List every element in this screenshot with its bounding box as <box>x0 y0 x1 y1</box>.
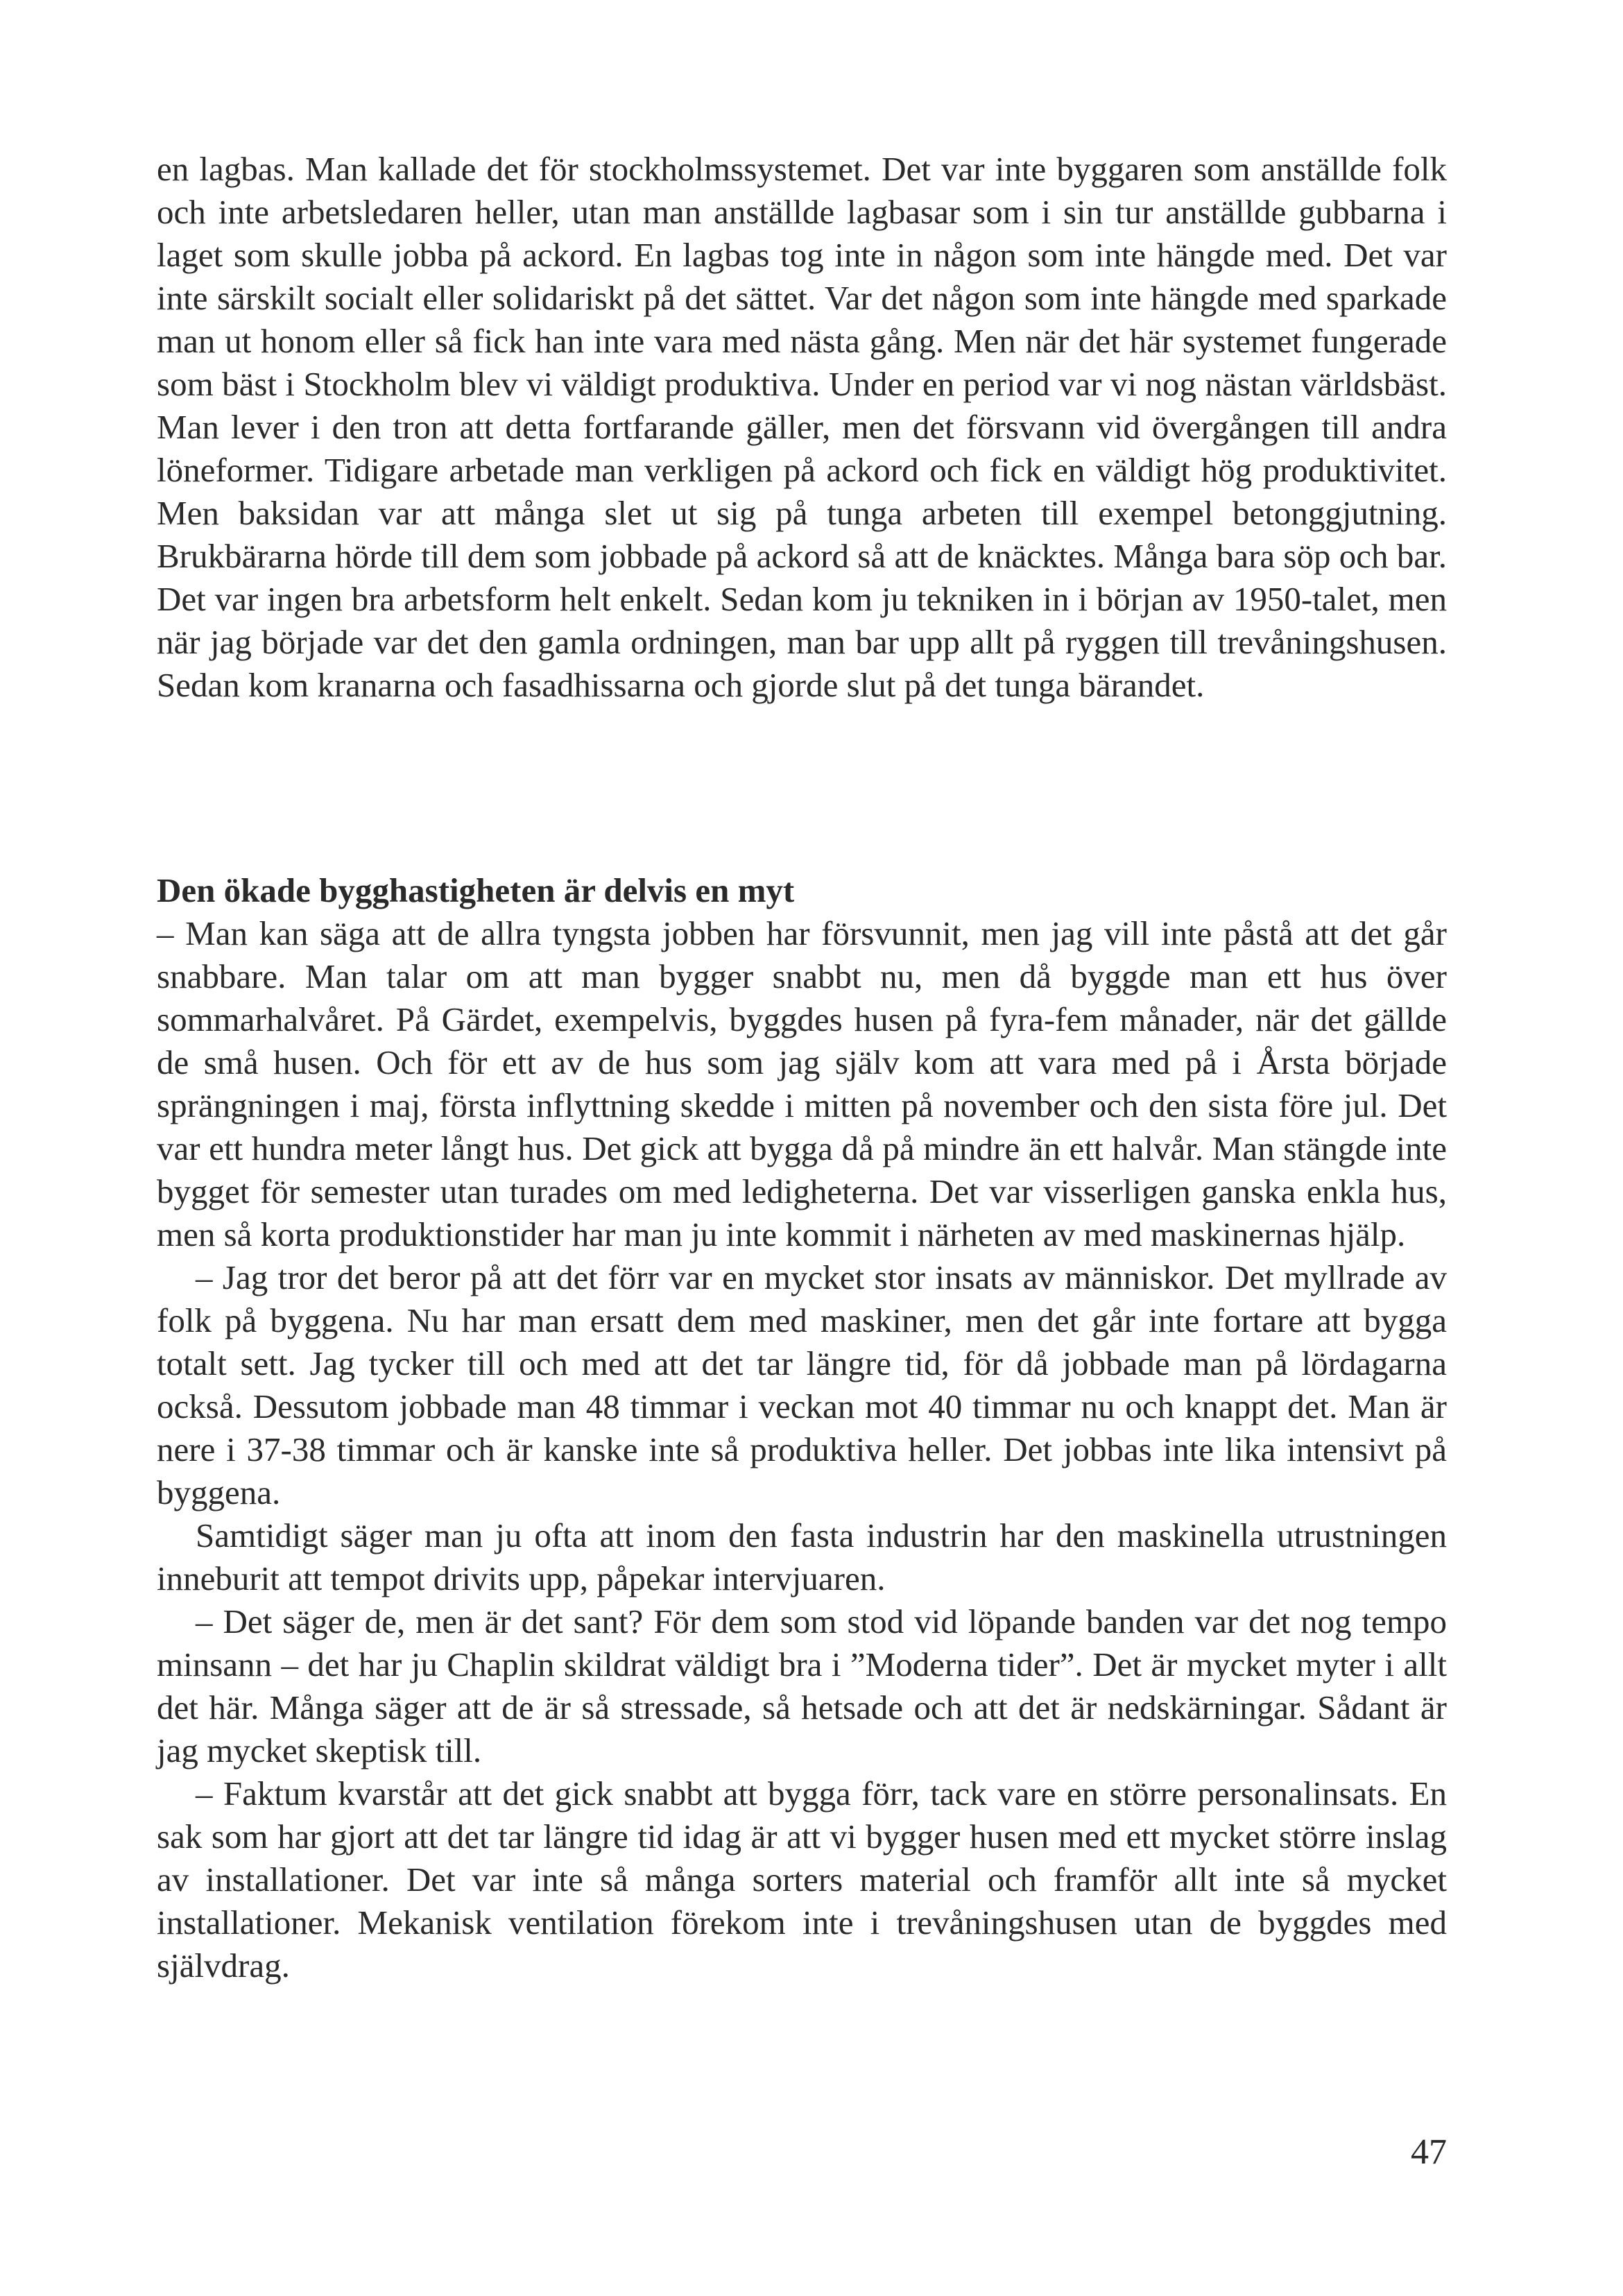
body-paragraph: – Jag tror det beror på att det förr var en mycket stor insats av människor. Det myllrade av folk på byggena. Nu har man ersatt dem med maskiner, men det går inte fortare att bygga totalt sett. Jag tycker till och med att det tar längre tid, för då jobbade man på lördagarna också. Dessutom jobbade man 48 timmar i veckan mot 40 timmar nu och knappt det. Man är nere i 37-38 timmar och är kanske inte så produktiva heller. Det jobbas inte lika intensivt på byggena. <box>157 1258 1447 1511</box>
main-text-block <box>157 912 1447 1987</box>
page-number: 47 <box>1411 2132 1447 2172</box>
body-paragraph: Samtidigt säger man ju ofta att inom den fasta industrin har den maskinella utrustningen inneburit att tempot drivits upp, påpekar intervjuaren. <box>157 1516 1447 1597</box>
body-paragraph: en lagbas. Man kallade det för stockholmssystemet. Det var inte byggaren som anställde folk och inte arbetsledaren heller, utan man anställde lagbasar som i sin tur anställde gubbarna i laget som skulle jobba på ackord. En lagbas tog inte in någon som inte hängde med. Det var inte särskilt socialt eller solidariskt på det sättet. Var det någon som inte hängde med sparkade man ut honom eller så fick han inte vara med nästa gång. Men när det här systemet fungerade som bäst i Stockholm blev vi väldigt produktiva. Under en period var vi nog nästan världsbäst. Man lever i den tron att detta fortfarande gäller, men det försvann vid övergången till andra löneformer. Tidigare arbetade man verkligen på ackord och fick en väldigt hög produktivitet. Men baksidan var att många slet ut sig på tunga arbeten till exempel betonggjutning. Brukbärarna hörde till dem som jobbade på ackord så att de knäcktes. Många bara söp och bar. Det var ingen bra arbetsform helt enkelt. Sedan kom ju tekniken in i början av 1950-talet, men när jag började var det den gamla ordningen, man bar upp allt på ryggen till trevåningshusen. Sedan kom kranarna och fasadhissarna och gjorde slut på det tunga bärandet. <box>157 150 1447 704</box>
body-paragraph: – Man kan säga att de allra tyngsta jobben har försvunnit, men jag vill inte påstå att det går snabbare. Man talar om att man bygger snabbt nu, men då byggde man ett hus över sommarhalvåret. På Gärdet, exempelvis, byggdes husen på fyra-fem månader, när det gällde de små husen. Och för ett av de hus som jag själv kom att vara med på i Årsta började sprängningen i maj, första inflyttning skedde i mitten på november och den sista före jul. Det var ett hundra meter långt hus. Det gick att bygga då på mindre än ett halvår. Man stängde inte bygget för semester utan turades om med ledigheterna. Det var visserligen ganska enkla hus, men så korta produktionstider har man ju inte kommit i närheten av med maskinernas hjälp. <box>157 914 1447 1253</box>
body-paragraph: – Det säger de, men är det sant? För dem som stod vid löpande banden var det nog tempo minsann – det har ju Chaplin skildrat väldigt bra i ”Moderna tider”. Det är mycket myter i allt det här. Många säger att de är så stressade, så hetsade och att det är nedskärningar. Sådant är jag mycket skeptisk till. <box>157 1602 1447 1770</box>
intro-text-block <box>157 148 1447 707</box>
body-paragraph: – Faktum kvarstår att det gick snabbt att bygga förr, tack vare en större personalinsats. En sak som har gjort att det tar längre tid idag är att vi bygger husen med ett mycket större inslag av installationer. Det var inte så många sorters material och framför allt inte så mycket installationer. Mekanisk ventilation förekom inte i trevåningshusen utan de byggdes med självdrag. <box>157 1774 1447 1985</box>
section-heading: Den ökade bygghastigheten är delvis en myt <box>157 871 795 909</box>
